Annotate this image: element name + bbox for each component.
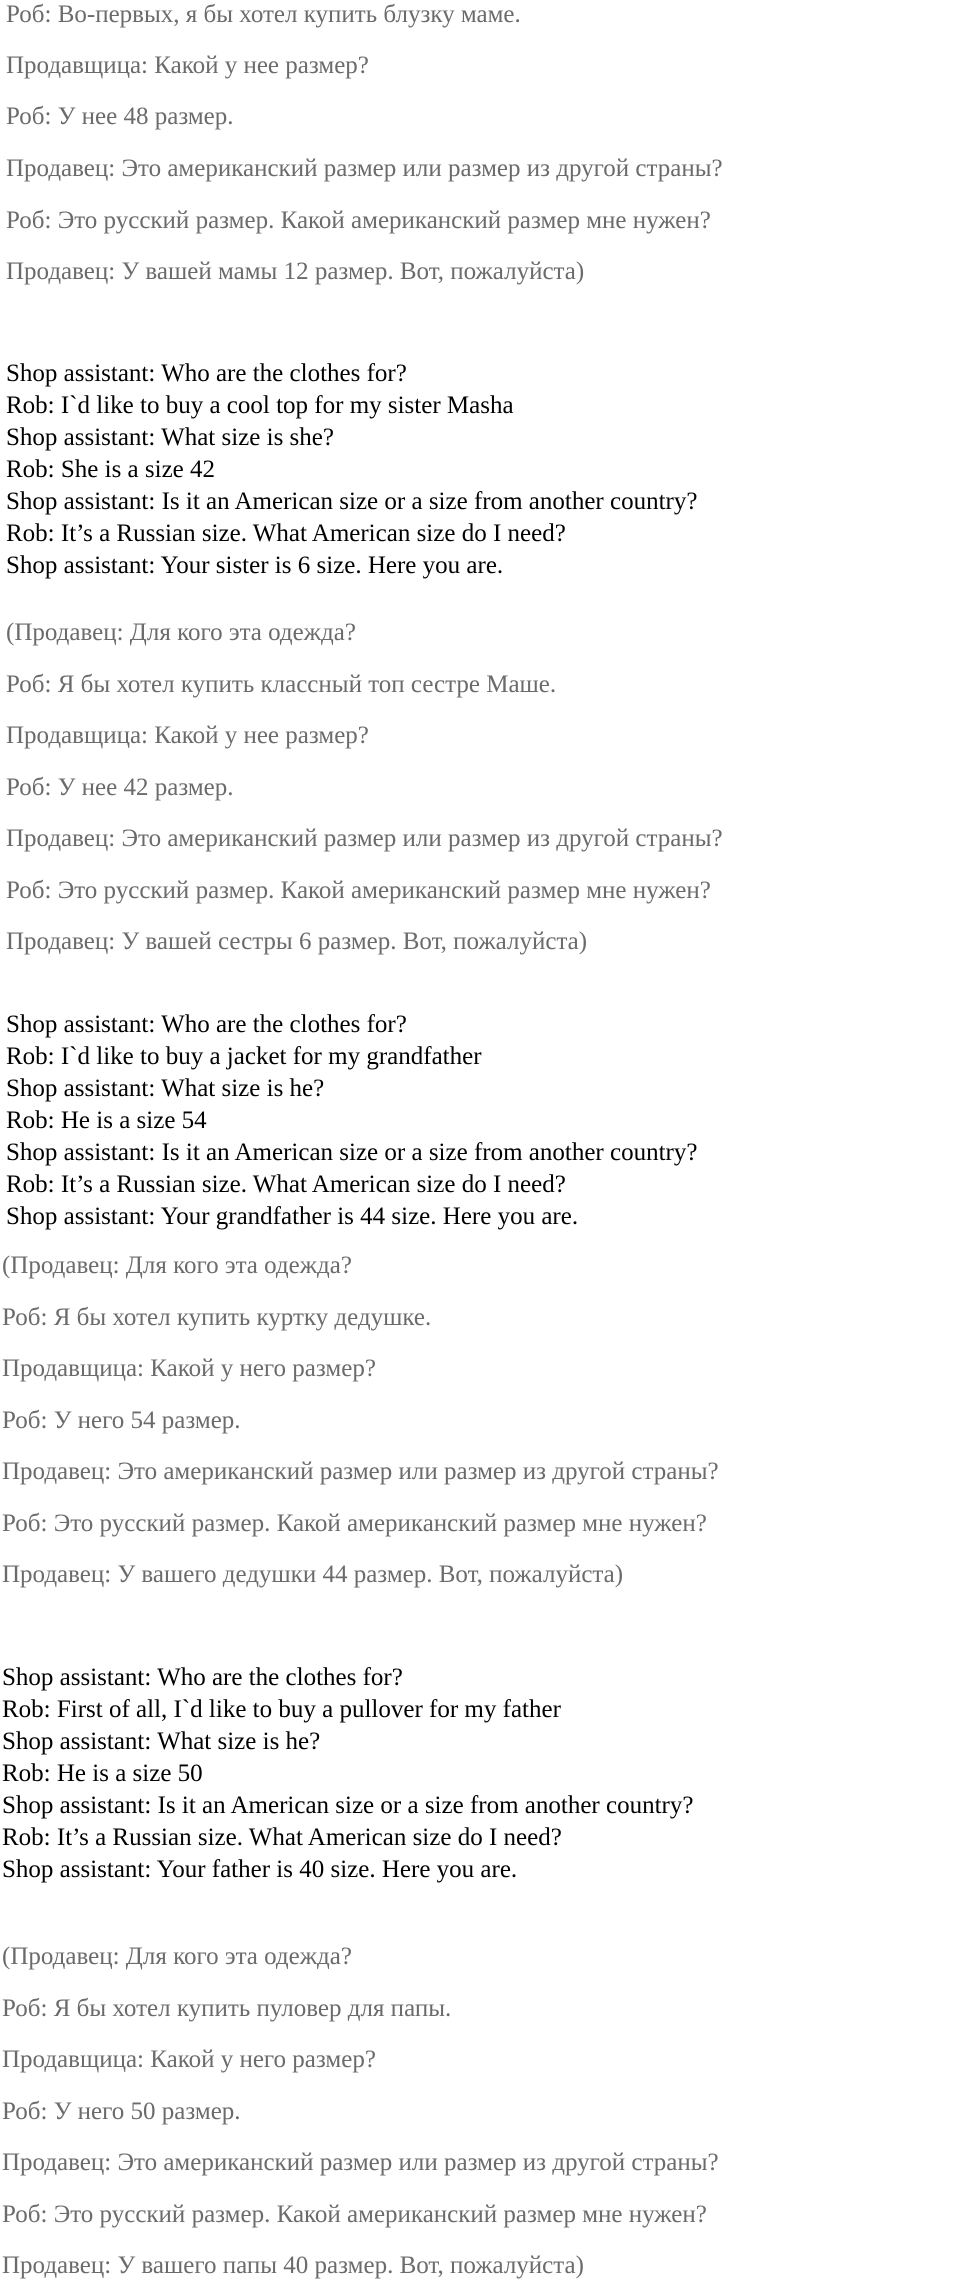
- dialogue-line: Rob: I`d like to buy a cool top for my sister Masha: [6, 392, 514, 419]
- dialogue-line: Shop assistant: Is it an American size or a size from another country?: [6, 488, 698, 515]
- dialogue-line: Продавщица: Какой у нее размер?: [6, 722, 369, 749]
- dialogue-line: Роб: У него 50 размер.: [2, 2098, 241, 2125]
- dialogue-line: Rob: It’s a Russian size. What American size do I need?: [6, 520, 566, 547]
- dialogue-line: Rob: I`d like to buy a jacket for my grandfather: [6, 1043, 482, 1070]
- dialogue-line: Rob: First of all, I`d like to buy a pullover for my father: [2, 1696, 561, 1723]
- dialogue-line: Продавщица: Какой у нее размер?: [6, 52, 369, 79]
- dialogue-line: Продавщица: Какой у него размер?: [2, 1355, 376, 1382]
- dialogue-line: Продавец: У вашего папы 40 размер. Вот, пожалуйста): [2, 2252, 584, 2279]
- dialogue-line: Роб: Это русский размер. Какой американский размер мне нужен?: [6, 877, 711, 904]
- dialogue-line: Shop assistant: Who are the clothes for?: [6, 360, 407, 387]
- dialogue-line: Shop assistant: Who are the clothes for?: [2, 1664, 403, 1691]
- dialogue-line: Shop assistant: Your sister is 6 size. Here you are.: [6, 552, 504, 579]
- dialogue-line: Shop assistant: Who are the clothes for?: [6, 1011, 407, 1038]
- dialogue-line: Продавец: Это американский размер или размер из другой страны?: [6, 155, 723, 182]
- dialogue-line: Rob: It’s a Russian size. What American size do I need?: [2, 1824, 562, 1851]
- dialogue-line: Shop assistant: Is it an American size or a size from another country?: [2, 1792, 694, 1819]
- dialogue-line: Продавец: У вашей сестры 6 размер. Вот, пожалуйста): [6, 928, 588, 955]
- dialogue-line: Роб: У нее 48 размер.: [6, 103, 234, 130]
- dialogue-line: Shop assistant: What size is he?: [2, 1728, 321, 1755]
- dialogue-line: Rob: She is a size 42: [6, 456, 216, 483]
- dialogue-line: (Продавец: Для кого эта одежда?: [6, 619, 356, 646]
- dialogue-line: Продавец: Это американский размер или размер из другой страны?: [2, 2149, 719, 2176]
- dialogue-line: Роб: У нее 42 размер.: [6, 774, 234, 801]
- dialogue-line: Роб: Это русский размер. Какой американский размер мне нужен?: [6, 207, 711, 234]
- dialogue-line: Продавец: Это американский размер или размер из другой страны?: [2, 1458, 719, 1485]
- dialogue-line: (Продавец: Для кого эта одежда?: [2, 1252, 352, 1279]
- dialogue-line: Роб: Во-первых, я бы хотел купить блузку маме.: [6, 1, 521, 28]
- dialogue-line: (Продавец: Для кого эта одежда?: [2, 1943, 352, 1970]
- dialogue-line: Продавец: У вашего дедушки 44 размер. Вот, пожалуйста): [2, 1561, 624, 1588]
- dialogue-line: Роб: У него 54 размер.: [2, 1407, 241, 1434]
- dialogue-line: Rob: It’s a Russian size. What American size do I need?: [6, 1171, 566, 1198]
- dialogue-line: Shop assistant: Your grandfather is 44 size. Here you are.: [6, 1203, 579, 1230]
- dialogue-line: Shop assistant: Is it an American size or a size from another country?: [6, 1139, 698, 1166]
- dialogue-line: Продавец: У вашей мамы 12 размер. Вот, пожалуйста): [6, 258, 585, 285]
- dialogue-line: Роб: Это русский размер. Какой американский размер мне нужен?: [2, 2201, 707, 2228]
- dialogue-line: Продавец: Это американский размер или размер из другой страны?: [6, 825, 723, 852]
- dialogue-line: Роб: Я бы хотел купить куртку дедушке.: [2, 1304, 432, 1331]
- dialogue-line: Shop assistant: What size is she?: [6, 424, 334, 451]
- dialogue-line: Продавщица: Какой у него размер?: [2, 2046, 376, 2073]
- dialogue-line: Shop assistant: Your father is 40 size. Here you are.: [2, 1856, 518, 1883]
- dialogue-line: Роб: Я бы хотел купить классный топ сестре Маше.: [6, 671, 557, 698]
- dialogue-line: Роб: Это русский размер. Какой американский размер мне нужен?: [2, 1510, 707, 1537]
- dialogue-line: Rob: He is a size 50: [2, 1760, 203, 1787]
- dialogue-line: Роб: Я бы хотел купить пуловер для папы.: [2, 1995, 452, 2022]
- dialogue-line: Shop assistant: What size is he?: [6, 1075, 325, 1102]
- dialogue-line: Rob: He is a size 54: [6, 1107, 207, 1134]
